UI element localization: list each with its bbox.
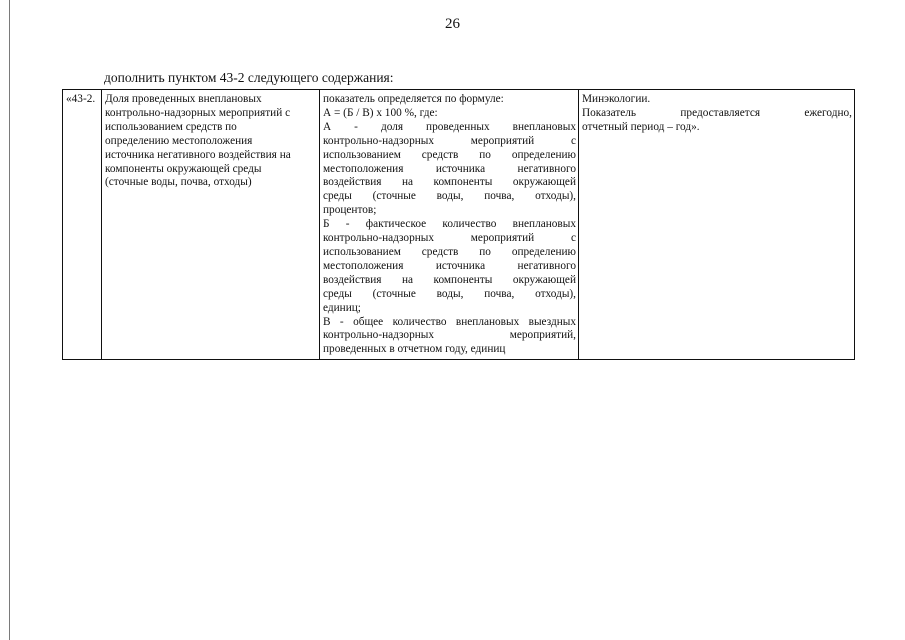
formula-line: среды (сточные воды, почва, отходы), xyxy=(323,190,576,203)
formula-line: контрольно-надзорных мероприятий, xyxy=(323,329,576,342)
formula-line: местоположения источника негативного xyxy=(323,259,576,272)
indicator-table xyxy=(62,89,855,360)
formula-line: среды (сточные воды, почва, отходы), xyxy=(323,287,576,300)
formula-line: местоположения источника негативного xyxy=(323,162,576,175)
formula-line: Б - фактическое количество внеплановых xyxy=(323,218,576,231)
ministry-line: Минэкологии. xyxy=(582,93,651,105)
formula-line: контрольно-надзорных мероприятий с xyxy=(323,232,576,245)
formula-line: проведенных в отчетном году, единиц xyxy=(323,343,506,356)
ministry-cell xyxy=(579,90,855,360)
name-line: компоненты окружающей среды xyxy=(105,162,262,175)
name-line: источника негативного воздействия на xyxy=(105,148,291,161)
name-line: определению местоположения xyxy=(105,134,253,147)
formula-line: В - общее количество внеплановых выездных xyxy=(323,315,576,328)
name-line: использованием средств по xyxy=(105,120,237,133)
formula-line: использованием средств по определению xyxy=(323,245,576,258)
intro-text: дополнить пунктом 43-2 следующего содержания: xyxy=(104,70,394,85)
formula-cell xyxy=(320,90,579,360)
table-row xyxy=(63,90,855,360)
formula-line: единиц; xyxy=(323,301,361,314)
page-edge-rule xyxy=(9,0,10,640)
formula-line: А = (Б / В) х 100 %, где: xyxy=(323,106,438,119)
name-line: контрольно-надзорных мероприятий с xyxy=(105,106,291,119)
name-line: (сточные воды, почва, отходы) xyxy=(105,176,252,189)
formula-line: воздействия на компоненты окружающей xyxy=(323,176,576,189)
formula-line: контрольно-надзорных мероприятий с xyxy=(323,134,576,147)
row-number: «43-2. xyxy=(66,93,96,105)
formula-line: использованием средств по определению xyxy=(323,148,576,161)
indicator-name-cell xyxy=(102,90,320,360)
name-line: Доля проведенных внеплановых xyxy=(105,93,262,105)
formula-line: показатель определяется по формуле: xyxy=(323,93,504,105)
formula-line: А - доля проведенных внеплановых xyxy=(323,120,576,133)
page-number: 26 xyxy=(445,16,460,32)
formula-line: воздействия на компоненты окружающей xyxy=(323,273,576,286)
formula-line: процентов; xyxy=(323,204,377,217)
ministry-line: Показатель предоставляется ежегодно, xyxy=(582,106,852,119)
ministry-line: отчетный период – год». xyxy=(582,120,700,133)
row-number-cell xyxy=(63,90,102,360)
